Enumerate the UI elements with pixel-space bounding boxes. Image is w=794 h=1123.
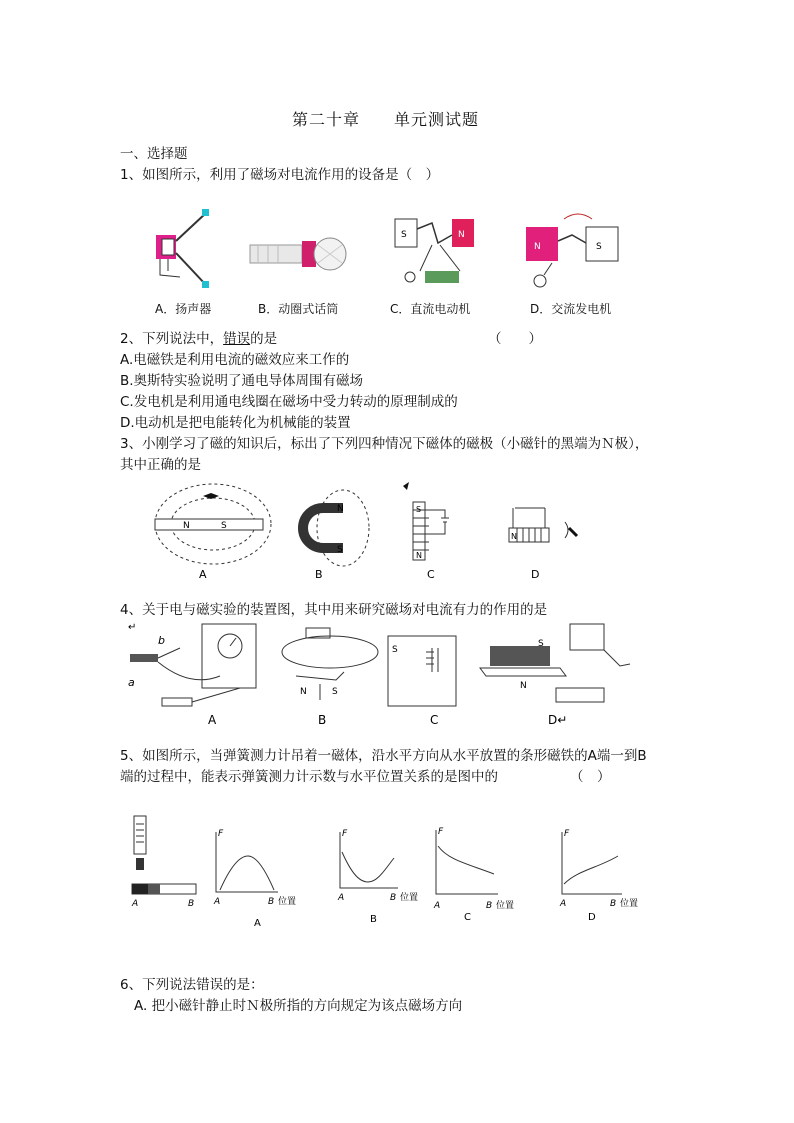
q4-mark-a: a	[128, 676, 135, 689]
q2-option-a: A.电磁铁是利用电流的磁效应来工作的	[120, 352, 350, 368]
q4-b-s: S	[332, 687, 338, 697]
q4-figure	[120, 618, 640, 730]
q3-label-d: D	[531, 568, 540, 581]
section-heading: 一、选择题	[120, 146, 188, 162]
rail-experiment	[480, 624, 630, 702]
q4-return-mark: ↵	[128, 622, 137, 633]
graph-a-a: A	[214, 897, 221, 907]
q2-option-d: D.电动机是把电能转化为机械能的装置	[120, 415, 351, 431]
q5-label-b: B	[370, 914, 377, 925]
q1-caption-a: A．扬声器	[155, 302, 212, 316]
graph-a-f: F	[218, 829, 224, 839]
q1-caption-b: B．动圈式话筒	[258, 302, 339, 316]
svg-text:S: S	[401, 230, 407, 240]
svg-text:S: S	[596, 242, 602, 252]
q6-option-a: A. 把小磁针静止时Ｎ极所指的方向规定为该点磁场方向	[134, 998, 463, 1014]
graph-a-b: B	[268, 897, 275, 907]
question-4: 4、关于电与磁实验的装置图，其中用来研究磁场对电流有力的作用的是	[120, 602, 548, 618]
question-5-line-2: 端的过程中，能表示弹簧测力计示数与水平位置关系的是图中的	[120, 769, 498, 785]
solenoid-horizontal	[509, 508, 577, 542]
q4-d-n: N	[520, 681, 527, 691]
magnet-end-b: B	[188, 899, 195, 909]
graph-b-pos: 位置	[400, 893, 419, 903]
q4-label-c: C	[430, 713, 439, 727]
q5-label-a: A	[254, 918, 261, 929]
graph-b-a: A	[338, 893, 345, 903]
graph-c-b: B	[486, 901, 493, 911]
q5-label-c: C	[464, 912, 471, 923]
graph-d-f: F	[564, 829, 570, 839]
dc-motor-drawing	[395, 219, 474, 283]
graph-d-b: B	[610, 899, 617, 909]
graph-b-b: B	[390, 893, 397, 903]
graph-d	[559, 829, 638, 909]
q2-answer-paren: （ ）	[488, 331, 542, 347]
graph-c-a: A	[434, 901, 441, 911]
question-3-line-2: 其中正确的是	[120, 457, 201, 473]
magnet-a-n: N	[183, 521, 190, 531]
title-chapter: 第二十章	[292, 110, 361, 129]
magnet-c-n: N	[416, 551, 422, 560]
oersted-setup	[282, 628, 378, 700]
bar-magnet-field	[155, 484, 271, 564]
question-6: 6、下列说法错误的是：	[120, 977, 264, 993]
q3-label-a: A	[199, 568, 207, 581]
q1-caption-d: D．交流发电机	[530, 302, 612, 316]
q2-suffix: 的是	[250, 331, 278, 347]
magnet-b-n: N	[337, 504, 344, 514]
magnet-a-s: S	[221, 521, 227, 531]
speaker-drawing	[156, 209, 209, 288]
graph-b	[337, 829, 418, 903]
question-2	[120, 327, 277, 347]
spring-scale-setup	[131, 816, 196, 909]
q5-label-d: D	[588, 912, 596, 923]
question-5-line-1: 5、如图所示，当弹簧测力计吊着一磁体，沿水平方向从水平放置的条形磁铁的A端一到B	[120, 748, 647, 764]
q4-d-s: S	[538, 639, 544, 649]
electromagnet-circuit	[388, 636, 456, 706]
q5-figure	[128, 812, 648, 930]
q1-caption-c: C．直流电动机	[390, 302, 471, 316]
q4-b-n: N	[300, 687, 307, 697]
q4-mark-b: b	[158, 634, 165, 647]
horseshoe-magnet	[303, 490, 369, 566]
graph-b-f: F	[342, 829, 348, 839]
svg-text:N: N	[534, 242, 541, 252]
q4-label-a: A	[208, 713, 217, 727]
title-name: 单元测试题	[394, 110, 480, 129]
graph-c-pos: 位置	[496, 901, 515, 911]
svg-text:N: N	[458, 230, 465, 240]
magnet-d-n: N	[511, 532, 517, 541]
graph-a-pos: 位置	[278, 897, 297, 907]
graph-a	[213, 829, 296, 907]
graph-c	[433, 827, 514, 911]
question-3-line-1: 3、小刚学习了磁的知识后，标出了下列四种情况下磁体的磁极（小磁针的黑端为Ｎ极），	[120, 436, 649, 452]
solenoid-vertical	[403, 482, 449, 560]
magnet-b-s: S	[337, 545, 343, 555]
magnet-c-s: S	[416, 505, 422, 514]
page-title	[292, 107, 479, 130]
galvanometer-setup	[128, 622, 256, 706]
graph-c-f: F	[438, 827, 444, 837]
q5-answer-paren: （ ）	[570, 769, 611, 785]
q3-label-c: C	[427, 568, 435, 581]
q4-c-s: S	[392, 645, 398, 655]
graph-d-pos: 位置	[620, 899, 639, 909]
q4-label-d: D↵	[548, 713, 568, 727]
microphone-drawing	[250, 238, 346, 270]
magnet-end-a: A	[132, 899, 139, 909]
q2-option-c: C.发电机是利用通电线圈在磁场中受力转动的原理制成的	[120, 394, 458, 410]
q2-prefix: 2、下列说法中，	[120, 331, 224, 347]
q2-option-b: B.奥斯特实验说明了通电导体周围有磁场	[120, 373, 364, 389]
ac-generator-drawing	[526, 214, 618, 287]
q4-label-b: B	[318, 713, 327, 727]
q2-emphasis: 错误	[223, 331, 251, 347]
q3-label-b: B	[315, 568, 323, 581]
graph-d-a: A	[560, 899, 567, 909]
question-1: 1、如图所示，利用了磁场对电流作用的设备是（ ）	[120, 167, 440, 183]
q3-figure	[145, 478, 595, 586]
